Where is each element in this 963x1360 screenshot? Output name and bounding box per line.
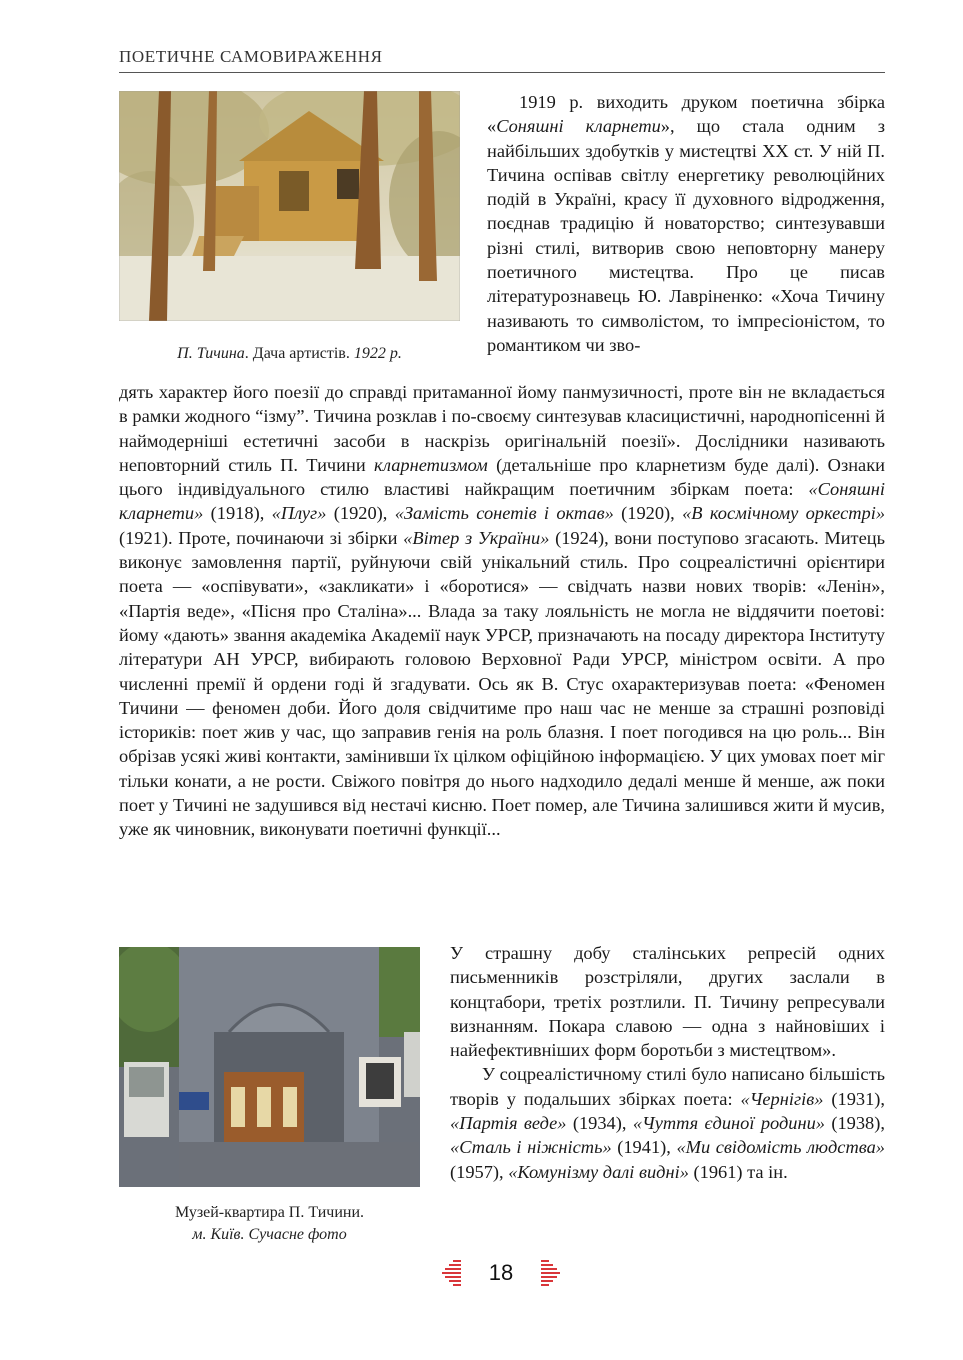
mid-text-5: (1920), (613, 503, 683, 524)
p2-italic-4: «Сталь і ніжність» (450, 1137, 612, 1158)
p2-text-6: (1957), (450, 1161, 509, 1182)
page-number: 18 (488, 1260, 514, 1285)
mid-italic-1: кларнетизмом (373, 454, 488, 475)
p1-top-italic: Соняшні кларнети (496, 116, 661, 137)
left-ornament-icon (441, 1258, 461, 1288)
mid-italic-5: «В космічному оркестрі» (682, 503, 886, 524)
p1-top-text-2: », що стала одним з найбільших здобутків у мистецтві ХХ ст. У ній П. Тичина оспівав світлу енергетику революційних подій в Україні, красу її духовного відродження, поєднав традицію й новаторство; синтезувавши різні стилі, витворив свою неповторну манеру поетичного мистецтва. Про це писав літературознавець Ю. Лавріненко: «Хоча Тичину називають то символістом, то імпресіоністом, то романтиком чи зво- (487, 116, 885, 355)
p2-text-4: (1938), (825, 1113, 885, 1134)
p2-italic-3: «Чуття єдиної родини» (632, 1113, 825, 1134)
p2-italic-5: «Ми свідомість людства» (676, 1137, 885, 1158)
mid-italic-6: «Вітер з України» (403, 527, 550, 548)
paragraph-top (487, 90, 885, 357)
figure1-caption-title: . Дача артистів. (244, 345, 354, 362)
header-title: ПОЕТИЧНЕ САМОВИРАЖЕННЯ (119, 47, 383, 66)
figure2-caption (119, 1202, 420, 1246)
mid-text-2: (детальніше про кларнетизм буде далі). Ознаки цього індивідуального стилю властиві найкращим поетичним збіркам поета: (119, 454, 885, 500)
mid-italic-3: «Плуг» (271, 503, 327, 524)
figure2-caption-line2: м. Київ. Сучасне фото (192, 1226, 347, 1243)
painting-image (119, 91, 460, 321)
bottom-text: У страшну добу сталінських репресій одних письменників розстріляли, других заслали в концтабори, третіх розтлили. П. Тичину репресували визнанням. Покара славою — одна з найновіших і найефективніших форм боротьби з мистецтвом». (450, 943, 885, 1061)
p2-text-1: У соцреалістичному стилі було написано більшість творів у подальших збірках поета: (450, 1064, 885, 1109)
mid-text-3: (1918), (203, 503, 272, 524)
running-header (119, 44, 885, 73)
figure2-caption-line1: Музей-квартира П. Тичини. (174, 1204, 365, 1221)
p2-text-3: (1934), (566, 1113, 633, 1134)
mid-italic-2: «Соняшні кларнети» (119, 479, 885, 524)
paragraph-middle (119, 380, 885, 842)
p2-italic-2: «Партія веде» (450, 1113, 567, 1134)
p2-italic-6: «Комунізму далі видні» (508, 1161, 689, 1182)
figure1-caption-author: П. Тичина (177, 345, 245, 362)
paragraph-bottom (450, 941, 885, 1184)
mid-text-6: (1921). Проте, починаючи зі збірки (119, 527, 404, 548)
mid-text-1: дять характер його поезії до справді притаманної йому панмузичності, проте він не вкладається в рамки жодного “ізму”. Тичина розклав і по-своєму синтезував класицистичні, народнопісенні й наймодерніші естетичні засоби в наскрізь оригінальній поезії». Дослідники називають неповторний стиль П. Тичини (119, 382, 885, 475)
mid-text-4: (1920), (326, 503, 395, 524)
mid-text-7: (1924), вони поступово згасають. Митець виконує замовлення партії, руйнуючи свій унікальний стиль. Про соцреалістичні орієнтири поета — «оспівувати», «закликати» і «боротися» — свідчать назви нових творів: «Ленін», «Партія веде», «Пісня про Сталіна»... Влада за таку лояльність не могла не віддячити поетові: йому «дають» звання академіка Академії наук УРСР, призначають на посаду директора Інституту літератури АН УРСР, вибирають головою Верховної Ради УРСР, міністром освіти. А про численні премії й ордени годі й згадувати. Ось як В. Стус охарактеризував поета: «Феномен Тичини — феномен доби. Його доля свідчитиме про наш час не менше за страшні розповіді істориків: поет жив у час, що заправив генія на роль блазня. І поет погодився на цю роль... Він обрізав усякі живі контакти, замінивши їх цілком офіційною інформацією. У цих умовах поет міг тільки конати, а не рости. Свіжого повітря до нього надходило дедалі менше й менше, аж поки поет у Тичині не задушився від нестачі кисню. Поет помер, але Тичина залишився жити й мусив, уже як чиновник, виконувати поетичні функції... (119, 527, 885, 840)
p1-top-text: 1919 р. виходить друком поетична збірка « (487, 92, 885, 137)
figure1-caption-year: 1922 р. (353, 345, 402, 362)
p2-text-7: (1961) та ін. (688, 1161, 788, 1182)
p2-text-2: (1931), (823, 1088, 886, 1109)
p2-italic-1: «Чернігів» (740, 1088, 824, 1109)
figure1-caption (119, 343, 460, 365)
museum-photo (119, 947, 420, 1187)
right-ornament-icon (541, 1258, 561, 1288)
mid-italic-4: «Замість сонетів і октав» (394, 503, 614, 524)
p2-text-5: (1941), (611, 1137, 677, 1158)
